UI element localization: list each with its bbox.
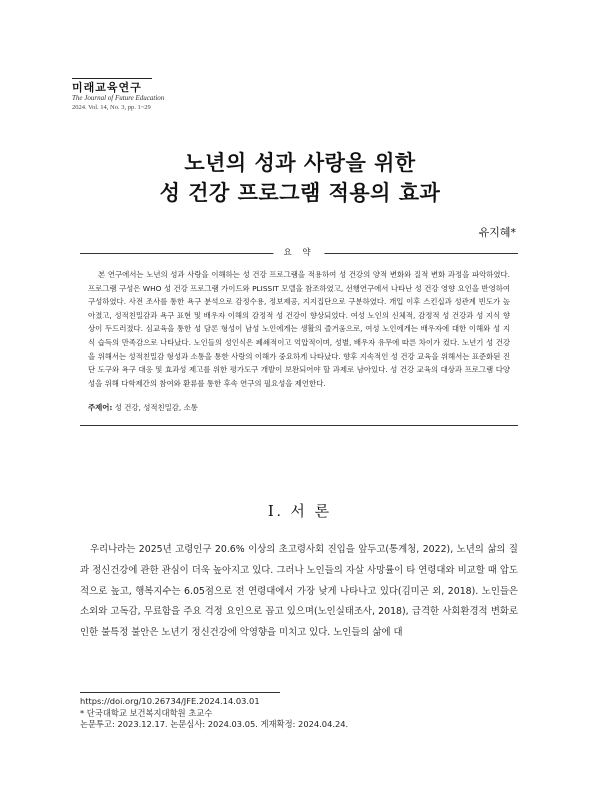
journal-header [72, 78, 232, 112]
footnotes [80, 692, 380, 731]
author-affiliation: * 단국대학교 보건복지대학원 초교수 [80, 707, 213, 718]
abstract-header [80, 244, 518, 262]
submission-dates: 논문투고: 2023.12.17. 논문심사: 2024.03.05. 게재확정: 2024.04.24. [80, 719, 349, 729]
title-line-1: 노년의 성과 사랑을 위한 [184, 151, 416, 175]
section-heading: Ⅰ. 서 론 [267, 504, 333, 520]
journal-english-name: The Journal of Future Education [72, 94, 165, 102]
footnote-rule [80, 692, 280, 693]
title-line-2: 성 건강 프로그램 적용의 효과 [159, 181, 441, 205]
journal-rule [72, 78, 152, 79]
body-paragraph: 우리나라는 2025년 고령인구 20.6% 이상의 초고령사회 진입을 앞두고(통계청, 2022), 노년의 삶의 질과 정신건강에 관한 관심이 더욱 높아지고 있다. 그러나 노인들의 자살 사망률이 타 연령대와 비교할 때 압도적으로 높고, 행복지수는 6.05점으로 전 연령대에서 가장 낮게 나타나고 있다(김미곤 외, 2018). 노인들은 소외와 고독감, 무료함을 주요 걱정 요인으로 꼽고 있으며(노인실태조사, 2018), 급격한 사회환경적 변화로 인한 불특정 불안은 노년기 정신건강에 악영향을 미치고 있다. 노인들의 삶에 대 [80, 544, 518, 639]
abstract-body: 본 연구에서는 노년의 성과 사랑을 이해하는 성 건강 프로그램을 적용하여 성 건강의 양적 변화와 질적 변화 과정을 파악하였다. 프로그램 구성은 WHO 성 건강 프로그램 가이드와 PLISSIT 모델을 참조하였고, 선행연구에서 나타난 성 건강 영향 요인을 반영하여 구성하였다. 사전 조사를 통한 욕구 분석으로 감정수용, 정보제공, 지지집단으로 구분하였다. 개입 이후 스킨십과 성관계 빈도가 높아졌고, 성적친밀감과 욕구 표현 및 배우자 이해의 감정적 성 건강이 향상되었다. 여성 노인의 신체적, 감정적 성 건강과 성 지식 향상이 두드러졌다. 심교육을 통한 성 담론 형성이 남성 노인에게는 생활의 즐거움으로, 여성 노인에게는 배우자에 대한 이해와 성 지식 습득의 만족감으로 나타났다. 노인들의 성인식은 폐쇄적이고 억압적이며, 성별, 배우자 유무에 따른 차이가 컸다. 노년기 성 건강을 위해서는 성적친밀감 형성과 소통을 통한 사랑의 이해가 중요하게 나타났다. 향후 지속적인 성 건강 교육을 위해서는 표준화된 진단 도구와 욕구 대응 및 효과성 제고를 위한 평가도구 개발이 보완되어야 할 과제로 남아있다. 성 건강 교육의 대상과 프로그램 다양성을 위해 다학제간의 참여와 환류를 통한 후속 연구의 필요성을 제언한다. [88, 270, 510, 388]
journal-volume: 2024. Vol. 14, No. 3, pp. 1~29 [72, 104, 151, 111]
abstract-heading: 요 약 [273, 246, 324, 258]
abstract [80, 244, 518, 426]
keywords-value: 성 건강, 성적친밀감, 소통 [114, 403, 198, 413]
journal-name: 미래교육연구 [72, 81, 142, 94]
author: 유지혜* [478, 226, 516, 239]
keywords [80, 390, 518, 413]
doi-link[interactable]: https://doi.org/10.26734/JFE.2024.14.03.01 [80, 696, 260, 706]
keywords-label: 주제어: [88, 403, 113, 413]
paper-title [0, 148, 600, 208]
abstract-bottom-rule [80, 425, 518, 426]
